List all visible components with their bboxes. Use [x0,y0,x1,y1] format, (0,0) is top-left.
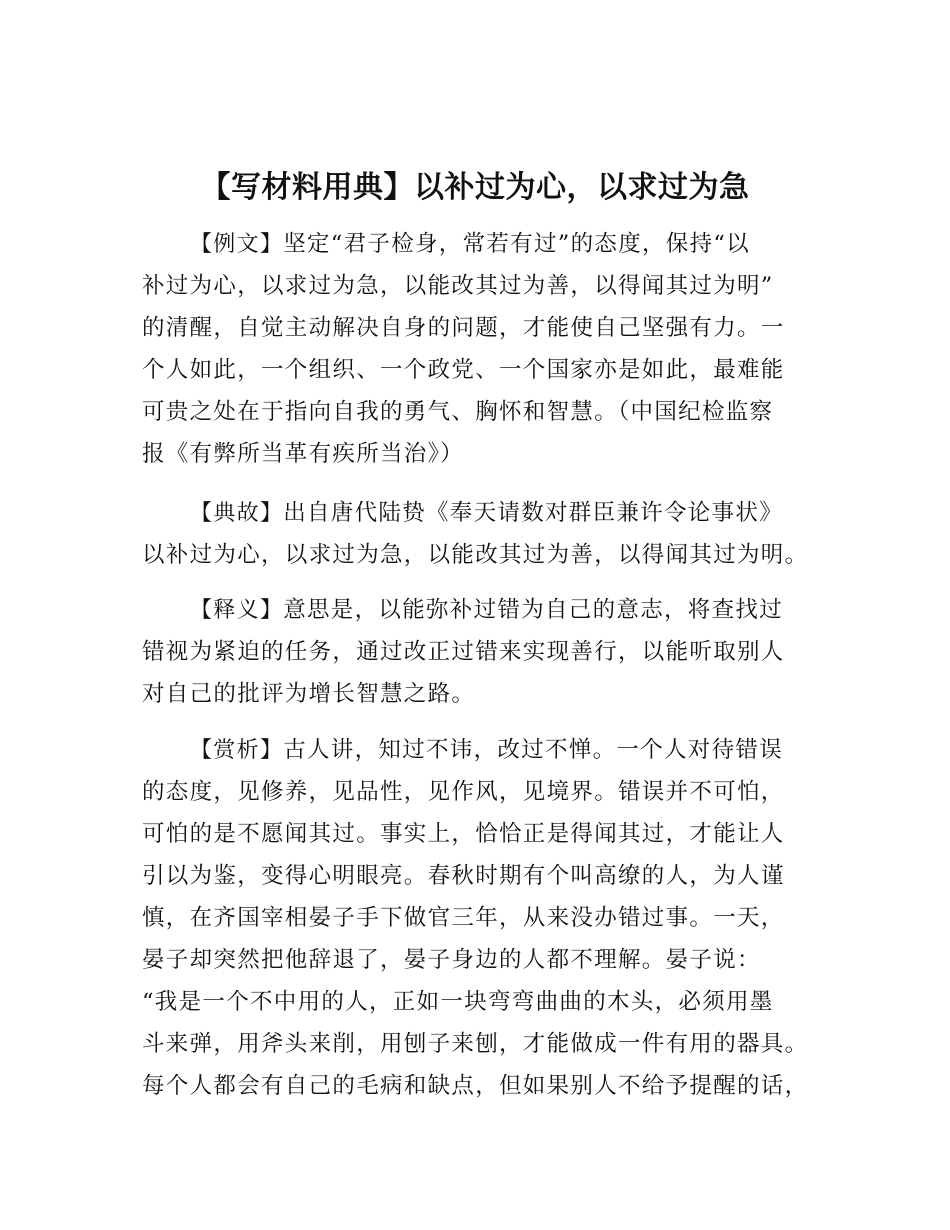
paragraph-line: 的清醒，自觉主动解决自身的问题，才能使自己坚强有力。一 [142,315,785,341]
paragraph-line: 慎，在齐国宰相晏子手下做官三年，从来没办错过事。一天， [142,905,785,931]
paragraph-line: 的态度，见修养，见品性，见作风，见境界。错误并不可怕， [142,779,785,805]
paragraph-line [142,492,832,534]
document-title: 【写材料用典】以补过为心，以求过为急 [200,170,750,205]
paragraph-line: 斗来弹，用斧头来削，用刨子来刨，才能做成一件有用的器具。 [142,1031,809,1057]
paragraph-line: 每个人都会有自己的毛病和缺点，但如果别人不给予提醒的话， [142,1073,809,1099]
paragraph-line: 以补过为心，以求过为急，以能改其过为善，以得闻其过为明。 [142,542,809,568]
paragraph-line: 个人如此，一个组织、一个政党、一个国家亦是如此，最难能 [142,357,785,383]
paragraph-example [142,223,832,475]
paragraph-appreciation [142,729,832,1107]
paragraph-line: 错视为紧迫的任务，通过改正过错来实现善行，以能听取别人 [142,639,785,665]
paragraph-line: 晏子却突然把他辞退了，晏子身边的人都不理解。晏子说： [142,947,761,973]
paragraph-line: “我是一个不中用的人，正如一块弯弯曲曲的木头，必须用墨 [142,989,774,1015]
paragraph-line: 可怕的是不愿闻其过。事实上，恰恰正是得闻其过，才能让人 [142,821,785,847]
line-text: 坚定“君子检身，常若有过”的态度，保持“以 [283,231,751,257]
line-text: 出自唐代陆贽《奉天请数对群臣兼许令论事状》 [283,500,784,526]
paragraph-interpretation [142,589,832,715]
paragraph-line: 对自己的批评为增长智慧之路。 [142,681,476,707]
paragraph-line [142,223,832,265]
paragraph-line: 可贵之处在于指向自我的勇气、胸怀和智慧。（中国纪检监察 [142,399,774,425]
section-tag: 【释义】 [190,598,284,623]
paragraph-line [142,729,832,771]
paragraph-allusion [142,492,832,576]
paragraph-line: 补过为心，以求过为急，以能改其过为善，以得闻其过为明” [142,273,774,299]
paragraph-line: 引以为鉴，变得心明眼亮。春秋时期有个叫高缭的人，为人谨 [142,863,785,889]
section-tag: 【例文】 [190,232,284,257]
line-text: 意思是，以能弥补过错为自己的意志，将查找过 [283,597,784,623]
paragraph-line: 报《有弊所当革有疾所当治》） [142,441,464,467]
line-text: 古人讲，知过不讳，改过不惮。一个人对待错误 [283,737,784,763]
section-tag: 【赏析】 [190,738,284,763]
paragraph-line [142,589,832,631]
section-tag: 【典故】 [190,501,284,526]
